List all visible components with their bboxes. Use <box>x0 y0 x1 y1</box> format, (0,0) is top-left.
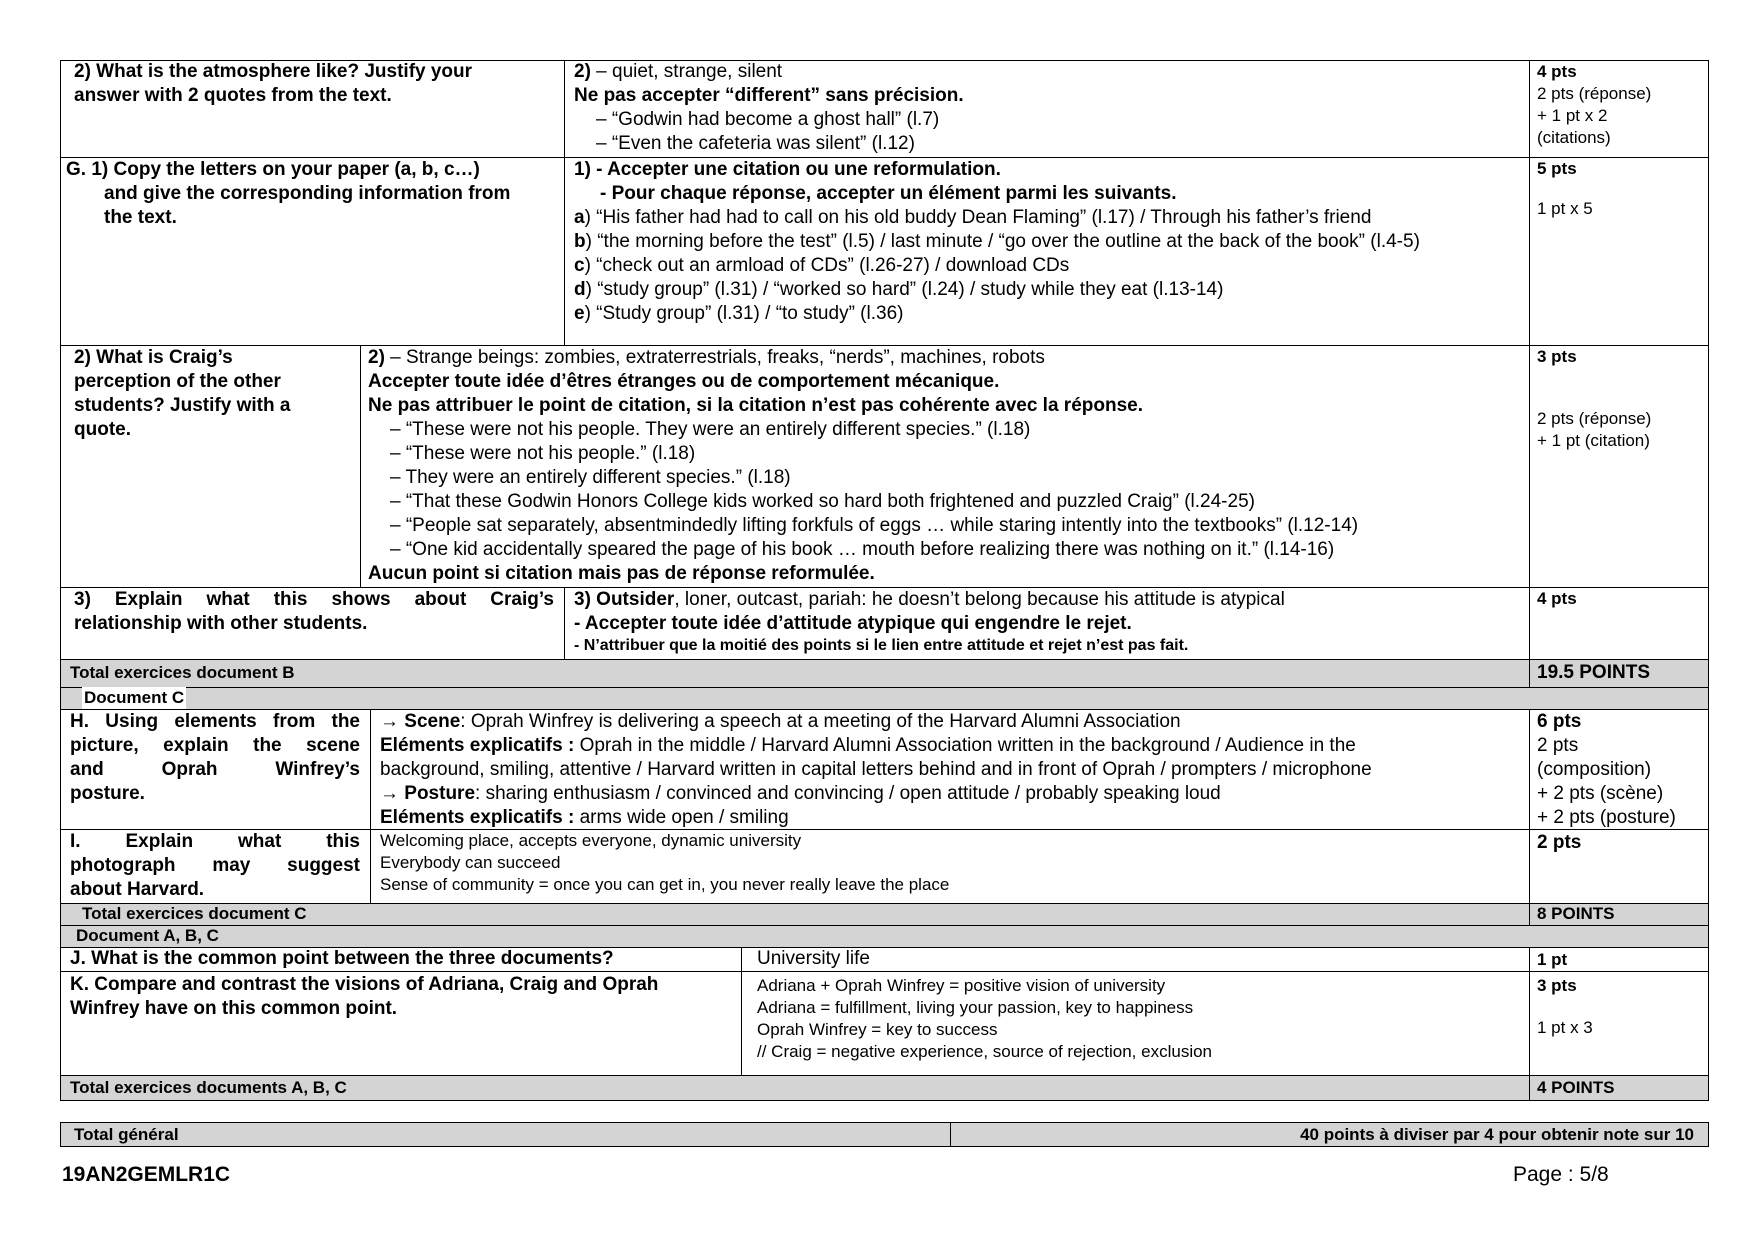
atmosphere-answer-number: 2) <box>574 61 591 82</box>
h-elements-text: Oprah in the middle / Harvard Alumni Association written in the background / Audience in the <box>574 735 1356 756</box>
grand-total-text: 40 points à diviser par 4 pour obtenir note sur 10 <box>1300 1125 1694 1144</box>
perception-quote: – “That these Godwin Honors College kids worked so hard both frightened and puzzled Craig” (l.24-25) <box>390 491 1255 512</box>
k-answer-line: Adriana + Oprah Winfrey = positive vision of university <box>757 976 1166 995</box>
perception-quote: – “These were not his people.” (l.18) <box>390 443 696 464</box>
perception-question-line: students? Justify with a <box>74 395 291 416</box>
g-instruction: - Pour chaque réponse, accepter un élément parmi les suivants. <box>600 183 1177 204</box>
atmosphere-quote: – “Godwin had become a ghost hall” (l.7) <box>596 109 940 130</box>
perception-quote: – “One kid accidentally speared the page of his book … mouth before realizing there was nothing on it.” (l.14-16) <box>390 539 1335 560</box>
i-question-line: about Harvard. <box>70 879 205 900</box>
total-b-points: 19.5 POINTS <box>1537 662 1650 683</box>
relationship-small-note: - N’attribuer que la moitié des points si le lien entre attitude et rejet n’est pas fait. <box>574 637 1189 654</box>
perception-question-line: quote. <box>74 419 131 440</box>
grand-total-label: Total général <box>74 1125 179 1144</box>
total-c-label: Total exercices document C <box>82 904 307 923</box>
h-scene-text: : Oprah Winfrey is delivering a speech at a meeting of the Harvard Alumni Association <box>460 711 1181 732</box>
atmosphere-question-line: answer with 2 quotes from the text. <box>74 85 392 106</box>
i-question-line: photograph may suggest <box>70 855 360 876</box>
perception-answer-text: – Strange beings: zombies, extraterrestrials, freaks, “nerds”, machines, robots <box>384 347 1045 368</box>
relationship-question-line: relationship with other students. <box>74 613 368 634</box>
relationship-answer-text: , loner, outcast, pariah: he doesn’t belong because his attitude is atypical <box>674 589 1285 610</box>
atmosphere-answer-note: Ne pas accepter “different” sans précision. <box>574 85 964 106</box>
perception-question-line: perception of the other <box>74 371 281 392</box>
g-points-title: 5 pts <box>1537 159 1577 178</box>
atmosphere-points-title: 4 pts <box>1537 62 1577 81</box>
i-answer-line: Welcoming place, accepts everyone, dynamic university <box>380 831 802 850</box>
g-points-line: 1 pt x 5 <box>1537 199 1593 218</box>
document-abc-heading: Document A, B, C <box>76 926 219 945</box>
h-elements2-text: arms wide open / smiling <box>574 807 789 828</box>
h-question-line: picture, explain the scene <box>70 735 360 756</box>
arrow-right-icon: → <box>380 783 399 804</box>
g-answer-c: c) “check out an armload of CDs” (l.26-27) / download CDs <box>574 255 1070 276</box>
g-answer-d: d) “study group” (l.31) / “worked so hard” (l.24) / study while they eat (l.13-14) <box>574 279 1224 300</box>
h-points-line: 2 pts <box>1537 735 1579 756</box>
perception-note: Ne pas attribuer le point de citation, si la citation n’est pas cohérente avec la réponse. <box>368 395 1144 416</box>
atmosphere-points-line: (citations) <box>1537 128 1611 147</box>
perception-note: Accepter toute idée d’êtres étranges ou de comportement mécanique. <box>368 371 1000 392</box>
relationship-points-title: 4 pts <box>1537 589 1577 608</box>
i-question-line: I. Explain what this <box>70 831 360 852</box>
perception-quote: – “These were not his people. They were an entirely different species.” (l.18) <box>390 419 1031 440</box>
relationship-note: - Accepter toute idée d’attitude atypique qui engendre le rejet. <box>574 613 1132 634</box>
perception-points-line: 2 pts (réponse) <box>1537 409 1652 428</box>
k-points-title: 3 pts <box>1537 976 1577 995</box>
perception-quote: – “People sat separately, absentmindedly lifting forkfuls of eggs … while staring intently into the textbooks” (l.12-14) <box>390 515 1359 536</box>
perception-points-title: 3 pts <box>1537 347 1577 366</box>
relationship-answer-label: 3) Outsider <box>574 589 675 610</box>
h-scene-label: Scene <box>399 711 461 732</box>
grand-total-label-cell <box>60 1122 951 1147</box>
perception-points-line: + 1 pt (citation) <box>1537 431 1650 450</box>
perception-answer-number: 2) <box>368 347 385 368</box>
h-elements-text-2: background, smiling, attentive / Harvard written in capital letters behind and in front of Oprah / prompters / microphone <box>380 759 1372 780</box>
atmosphere-points-line: 2 pts (réponse) <box>1537 84 1652 103</box>
g-answer-e: e) “Study group” (l.31) / “to study” (l.36) <box>574 303 904 324</box>
perception-quote: – They were an entirely different species.” (l.18) <box>390 467 791 488</box>
atmosphere-answer-text: – quiet, strange, silent <box>590 61 783 82</box>
total-c-points: 8 POINTS <box>1537 904 1615 923</box>
h-elements-label: Eléments explicatifs : <box>380 735 575 756</box>
relationship-question-line: 3) Explain what this shows about Craig’s <box>74 589 554 610</box>
h-question-line: H. Using elements from the <box>70 711 360 732</box>
g-question-line: and give the corresponding information from <box>104 183 511 204</box>
j-points: 1 pt <box>1537 950 1568 969</box>
h-question-line: and Oprah Winfrey’s <box>70 759 360 780</box>
j-question: J. What is the common point between the three documents? <box>70 948 614 969</box>
document-abc-header-cell <box>60 925 1709 948</box>
g-answer-a: a) “His father had had to call on his old buddy Dean Flaming” (l.17) / Through his father’s friend <box>574 207 1372 228</box>
document-c-heading: Document C <box>84 688 185 707</box>
g-answer-b: b) “the morning before the test” (l.5) / last minute / “go over the outline at the back of the book” (l.4-5) <box>574 231 1420 252</box>
j-answer: University life <box>757 948 870 969</box>
h-points-line: + 2 pts (posture) <box>1537 807 1676 828</box>
h-elements2-label: Eléments explicatifs : <box>380 807 575 828</box>
atmosphere-points-line: + 1 pt x 2 <box>1537 106 1608 125</box>
atmosphere-quote: – “Even the cafeteria was silent” (l.12) <box>596 133 915 154</box>
g-question-line: G. 1) Copy the letters on your paper (a, b, c…) <box>66 159 480 180</box>
document-c-header-cell <box>60 687 1709 710</box>
h-points-title: 6 pts <box>1537 711 1582 732</box>
i-points-title: 2 pts <box>1537 832 1582 853</box>
h-posture-label: Posture <box>399 783 476 804</box>
g-instruction: 1) - Accepter une citation ou une reformulation. <box>574 159 1001 180</box>
h-question-line: posture. <box>70 783 145 804</box>
atmosphere-question-line: 2) What is the atmosphere like? Justify your <box>74 61 473 82</box>
k-answer-line: Adriana = fulfillment, living your passion, key to happiness <box>757 998 1194 1017</box>
g-question-line: the text. <box>104 207 177 228</box>
h-points-line: (composition) <box>1537 759 1652 780</box>
k-answer-line: // Craig = negative experience, source of rejection, exclusion <box>757 1042 1212 1061</box>
total-abc-label: Total exercices documents A, B, C <box>70 1078 347 1097</box>
perception-question-line: 2) What is Craig’s <box>74 347 233 368</box>
k-question-line: K. Compare and contrast the visions of Adriana, Craig and Oprah <box>70 974 659 995</box>
i-answer-line: Everybody can succeed <box>380 853 561 872</box>
h-points-line: + 2 pts (scène) <box>1537 783 1664 804</box>
k-answer-line: Oprah Winfrey = key to success <box>757 1020 998 1039</box>
total-b-label: Total exercices document B <box>70 663 295 682</box>
footer-page-number: Page : 5/8 <box>1513 1163 1609 1186</box>
perception-last-note: Aucun point si citation mais pas de réponse reformulée. <box>368 563 875 584</box>
footer-code: 19AN2GEMLR1C <box>62 1163 231 1186</box>
i-answer-line: Sense of community = once you can get in, you never really leave the place <box>380 875 950 894</box>
k-question-line: Winfrey have on this common point. <box>70 998 398 1019</box>
arrow-right-icon: → <box>380 711 399 732</box>
h-posture-text: : sharing enthusiasm / convinced and convincing / open attitude / probably speaking loud <box>475 783 1221 804</box>
k-points-line: 1 pt x 3 <box>1537 1018 1593 1037</box>
total-abc-points: 4 POINTS <box>1537 1078 1615 1097</box>
